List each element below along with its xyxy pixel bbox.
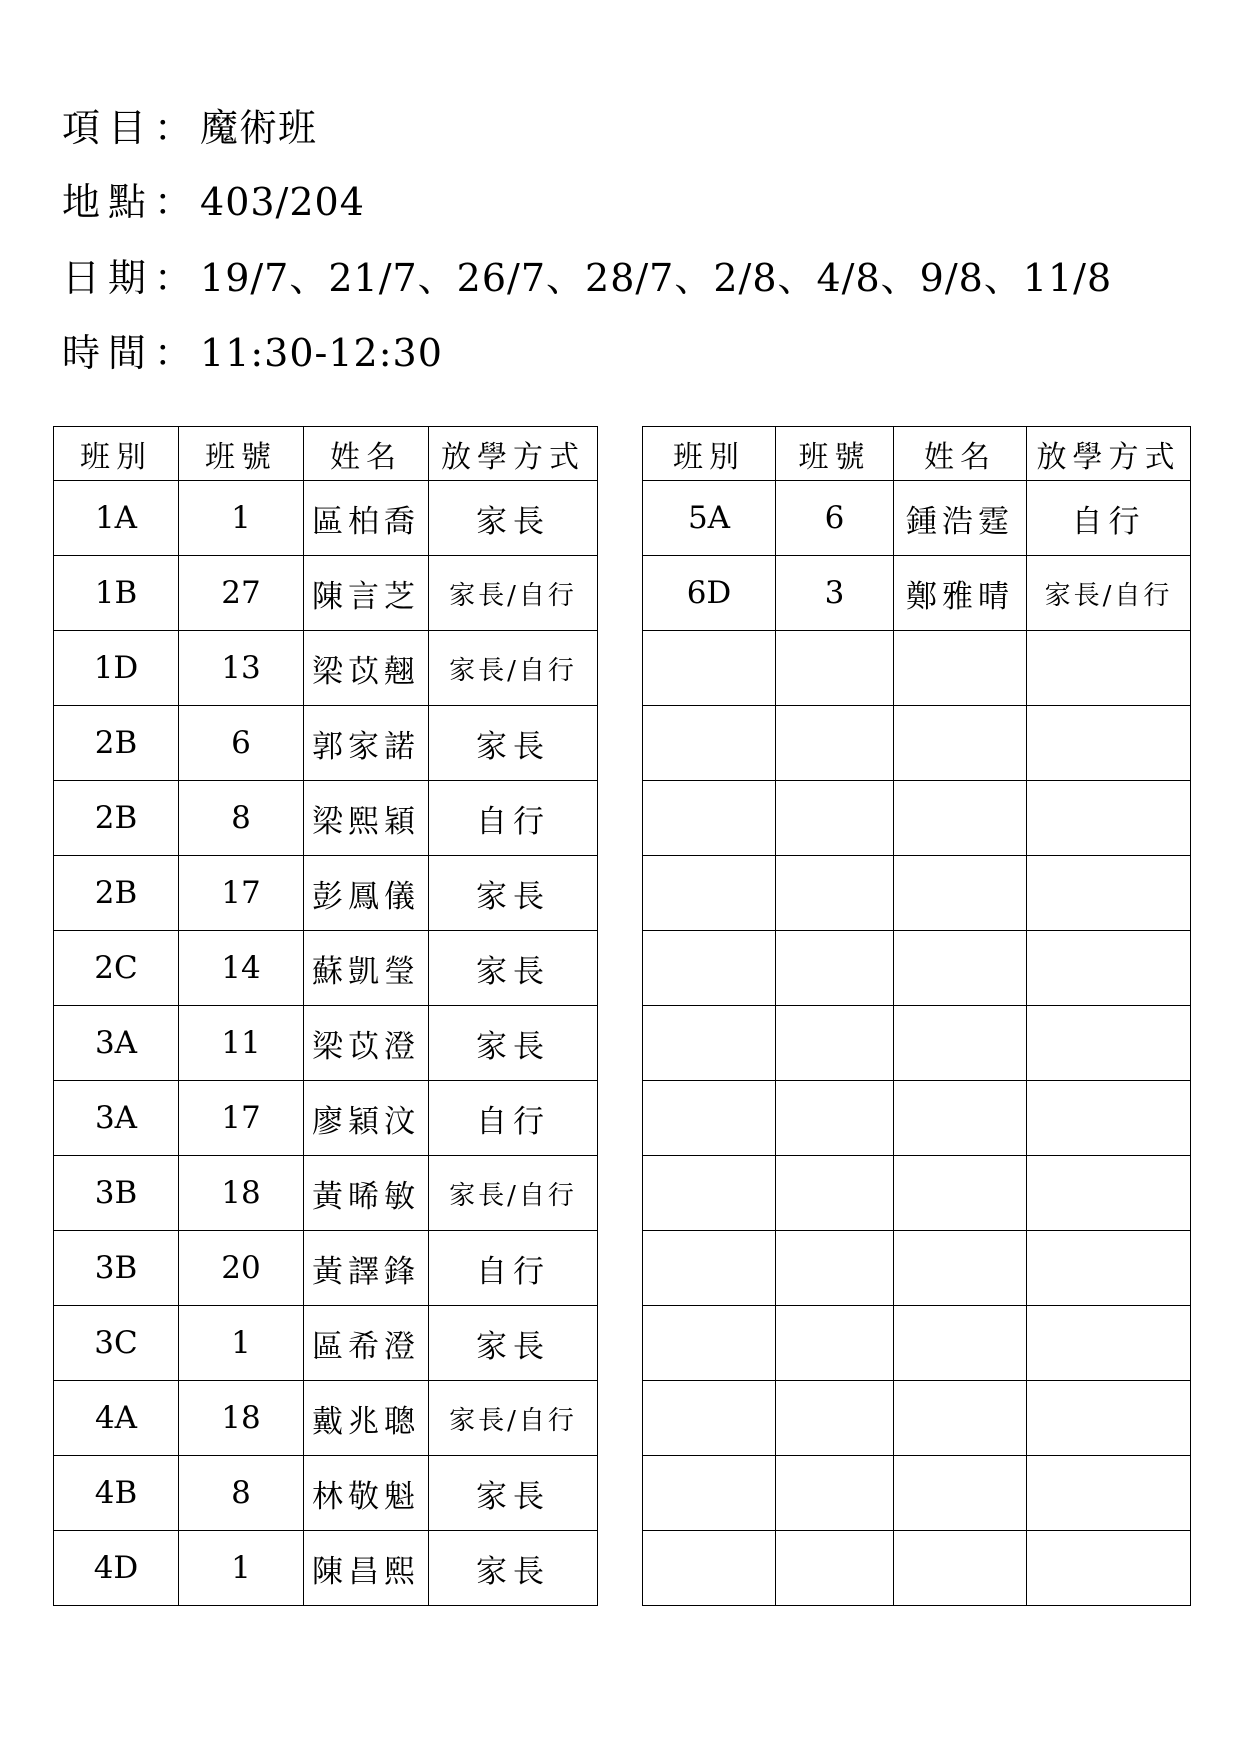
cell-number: 17 [179, 1081, 304, 1156]
cell-name: 鍾浩霆 [894, 481, 1027, 556]
table-row [643, 1306, 1191, 1381]
cell-class: 3C [54, 1306, 179, 1381]
table-row [643, 1381, 1191, 1456]
cell-class: 3B [54, 1156, 179, 1231]
cell-number [776, 631, 894, 706]
cell-method: 家長/自行 [1027, 556, 1191, 631]
table-row [643, 1006, 1191, 1081]
cell-class [643, 931, 776, 1006]
cell-name [894, 1231, 1027, 1306]
cell-name: 梁苡澄 [304, 1006, 429, 1081]
cell-number [776, 856, 894, 931]
cell-name [894, 1156, 1027, 1231]
cell-method: 家長 [429, 931, 598, 1006]
cell-method [1027, 856, 1191, 931]
cell-method [1027, 1306, 1191, 1381]
cell-number [776, 1531, 894, 1606]
cell-number [776, 706, 894, 781]
cell-name [894, 781, 1027, 856]
cell-class [643, 631, 776, 706]
cell-name: 梁苡翹 [304, 631, 429, 706]
cell-name: 梁熙穎 [304, 781, 429, 856]
cell-class [643, 1381, 776, 1456]
cell-name [894, 1531, 1027, 1606]
cell-method: 家長/自行 [429, 631, 598, 706]
cell-name [894, 856, 1027, 931]
roster-table-right [642, 426, 1191, 1606]
cell-number: 6 [179, 706, 304, 781]
cell-name [894, 1306, 1027, 1381]
cell-method [1027, 631, 1191, 706]
cell-method [1027, 706, 1191, 781]
table-row [643, 856, 1191, 931]
table-row [643, 1456, 1191, 1531]
cell-class [643, 1231, 776, 1306]
cell-number [776, 1381, 894, 1456]
column-header-method: 放學方式 [429, 427, 598, 481]
cell-method [1027, 1231, 1191, 1306]
cell-number [776, 781, 894, 856]
table-row [54, 1456, 598, 1531]
cell-name [894, 931, 1027, 1006]
cell-method [1027, 1156, 1191, 1231]
time-label: 時間： [62, 331, 201, 375]
cell-method: 家長 [429, 856, 598, 931]
cell-name: 陳言芝 [304, 556, 429, 631]
cell-number: 18 [179, 1156, 304, 1231]
location-line [62, 180, 365, 224]
cell-class: 4D [54, 1531, 179, 1606]
table-row [643, 781, 1191, 856]
cell-number [776, 931, 894, 1006]
dates-label: 日期： [62, 256, 201, 300]
table-row [54, 1156, 598, 1231]
cell-name: 蘇凱瑩 [304, 931, 429, 1006]
project-label: 項目： [62, 106, 201, 150]
table-row [54, 781, 598, 856]
cell-method: 家長 [429, 1456, 598, 1531]
cell-number: 11 [179, 1006, 304, 1081]
cell-class: 3B [54, 1231, 179, 1306]
cell-method: 自行 [1027, 481, 1191, 556]
time-value: 11:30-12:30 [200, 331, 443, 375]
cell-number: 14 [179, 931, 304, 1006]
cell-number: 18 [179, 1381, 304, 1456]
table-row [643, 1231, 1191, 1306]
cell-class [643, 1156, 776, 1231]
cell-method [1027, 781, 1191, 856]
cell-number: 8 [179, 1456, 304, 1531]
cell-name: 區柏喬 [304, 481, 429, 556]
cell-number [776, 1156, 894, 1231]
table-row [54, 481, 598, 556]
cell-class: 3A [54, 1006, 179, 1081]
cell-method: 自行 [429, 1231, 598, 1306]
cell-name [894, 631, 1027, 706]
cell-number: 1 [179, 1306, 304, 1381]
cell-name: 彭鳳儀 [304, 856, 429, 931]
time-line [62, 331, 443, 375]
location-label: 地點： [62, 180, 201, 224]
cell-class: 2B [54, 856, 179, 931]
column-header-name: 姓名 [304, 427, 429, 481]
cell-name [894, 1381, 1027, 1456]
cell-method [1027, 931, 1191, 1006]
project-value: 魔術班 [200, 106, 318, 150]
table-row [643, 556, 1191, 631]
cell-method: 家長 [429, 706, 598, 781]
table-row [643, 706, 1191, 781]
cell-number: 17 [179, 856, 304, 931]
cell-number: 3 [776, 556, 894, 631]
column-header-class: 班別 [643, 427, 776, 481]
project-line [62, 106, 317, 150]
cell-name: 黃譯鋒 [304, 1231, 429, 1306]
table-row [54, 931, 598, 1006]
cell-name: 區希澄 [304, 1306, 429, 1381]
cell-class: 2B [54, 781, 179, 856]
cell-name [894, 706, 1027, 781]
table-row [54, 1306, 598, 1381]
cell-number: 27 [179, 556, 304, 631]
column-header-number: 班號 [776, 427, 894, 481]
cell-name: 黃晞敏 [304, 1156, 429, 1231]
table-row [54, 1231, 598, 1306]
cell-class [643, 1081, 776, 1156]
header-row [54, 427, 598, 481]
cell-class [643, 1006, 776, 1081]
cell-name [894, 1456, 1027, 1531]
cell-class: 1A [54, 481, 179, 556]
cell-class: 4B [54, 1456, 179, 1531]
cell-name: 鄭雅晴 [894, 556, 1027, 631]
table-row [54, 1081, 598, 1156]
cell-number [776, 1081, 894, 1156]
cell-class [643, 1306, 776, 1381]
cell-class: 5A [643, 481, 776, 556]
cell-method: 家長/自行 [429, 1156, 598, 1231]
cell-number: 20 [179, 1231, 304, 1306]
table-row [643, 931, 1191, 1006]
cell-number: 6 [776, 481, 894, 556]
cell-class: 2C [54, 931, 179, 1006]
cell-method [1027, 1381, 1191, 1456]
table-row [643, 631, 1191, 706]
cell-method: 家長 [429, 1531, 598, 1606]
cell-method: 家長 [429, 1306, 598, 1381]
column-header-method: 放學方式 [1027, 427, 1191, 481]
table-row [643, 1531, 1191, 1606]
cell-method: 家長 [429, 481, 598, 556]
cell-class [643, 1531, 776, 1606]
table-row [54, 1531, 598, 1606]
cell-class: 6D [643, 556, 776, 631]
cell-number: 13 [179, 631, 304, 706]
cell-number: 1 [179, 1531, 304, 1606]
cell-class: 4A [54, 1381, 179, 1456]
dates-line [62, 256, 1112, 300]
cell-name [894, 1081, 1027, 1156]
table-row [643, 1081, 1191, 1156]
cell-method: 家長/自行 [429, 1381, 598, 1456]
cell-name: 廖穎汶 [304, 1081, 429, 1156]
table-row [54, 631, 598, 706]
cell-method: 家長/自行 [429, 556, 598, 631]
cell-name: 郭家諾 [304, 706, 429, 781]
cell-method: 自行 [429, 781, 598, 856]
column-header-name: 姓名 [894, 427, 1027, 481]
cell-method [1027, 1531, 1191, 1606]
cell-number [776, 1231, 894, 1306]
cell-method [1027, 1456, 1191, 1531]
cell-method [1027, 1081, 1191, 1156]
cell-name: 林敬魁 [304, 1456, 429, 1531]
table-row [643, 481, 1191, 556]
cell-number: 8 [179, 781, 304, 856]
dates-value: 19/7、21/7、26/7、28/7、2/8、4/8、9/8、11/8 [200, 256, 1113, 300]
cell-name [894, 1006, 1027, 1081]
table-row [54, 556, 598, 631]
column-header-class: 班別 [54, 427, 179, 481]
cell-class [643, 1456, 776, 1531]
cell-name: 陳昌熙 [304, 1531, 429, 1606]
cell-number [776, 1006, 894, 1081]
cell-method: 自行 [429, 1081, 598, 1156]
header-row [643, 427, 1191, 481]
table-row [54, 1381, 598, 1456]
cell-number: 1 [179, 481, 304, 556]
cell-class [643, 856, 776, 931]
cell-method [1027, 1006, 1191, 1081]
table-row [643, 1156, 1191, 1231]
cell-class: 3A [54, 1081, 179, 1156]
cell-class: 1B [54, 556, 179, 631]
roster-table-left [53, 426, 598, 1606]
cell-number [776, 1456, 894, 1531]
location-value: 403/204 [200, 180, 365, 224]
cell-class: 1D [54, 631, 179, 706]
table-row [54, 856, 598, 931]
cell-name: 戴兆聰 [304, 1381, 429, 1456]
cell-class [643, 781, 776, 856]
cell-class [643, 706, 776, 781]
table-row [54, 706, 598, 781]
cell-number [776, 1306, 894, 1381]
table-row [54, 1006, 598, 1081]
column-header-number: 班號 [179, 427, 304, 481]
cell-class: 2B [54, 706, 179, 781]
cell-method: 家長 [429, 1006, 598, 1081]
